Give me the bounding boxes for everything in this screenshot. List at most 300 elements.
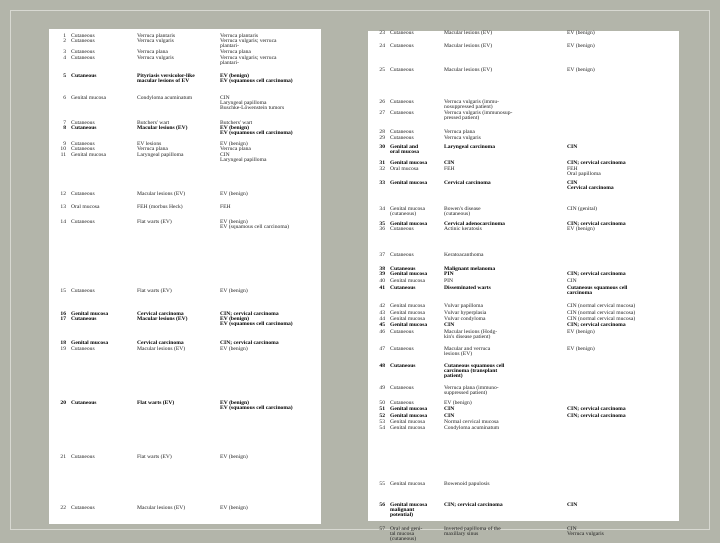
hpv-type-number bbox=[368, 272, 385, 277]
hpv-type-number-line: 2 bbox=[63, 38, 66, 44]
associated-lesion-cell-line: Butchers' wart bbox=[220, 120, 253, 126]
site-cell-line: oral mucosa bbox=[390, 149, 420, 156]
lesion-cell-line: Inverted papilloma of the bbox=[444, 526, 501, 532]
lesion-cell bbox=[444, 407, 454, 412]
site-cell bbox=[390, 279, 425, 284]
hpv-type-number-line: 3 bbox=[63, 49, 66, 55]
lesion-cell bbox=[444, 136, 481, 141]
lesion-cell bbox=[137, 74, 195, 84]
hpv-type-number bbox=[368, 364, 385, 369]
hpv-type-number-line: 38 bbox=[379, 266, 385, 272]
hpv-type-number bbox=[49, 96, 66, 101]
hpv-type-number bbox=[368, 167, 385, 172]
site-cell bbox=[71, 74, 97, 79]
lesion-cell bbox=[137, 401, 174, 406]
site-cell-line: Cutaneous bbox=[71, 316, 97, 322]
lesion-cell bbox=[444, 44, 492, 49]
lesion-cell-line: Macular lesions (EV) bbox=[137, 316, 188, 322]
site-cell bbox=[71, 506, 95, 511]
lesion-cell-line: Verruca vulgaris bbox=[444, 135, 481, 141]
site-cell-line: Cutaneous bbox=[390, 266, 416, 272]
lesion-cell bbox=[444, 323, 454, 328]
site-cell-line: Cutaneous bbox=[390, 363, 416, 369]
lesion-cell-line: CIN; cervical carcinoma bbox=[444, 502, 503, 508]
hpv-type-number bbox=[49, 401, 66, 406]
lesion-cell-line: Verruca vulgaris bbox=[137, 55, 174, 61]
site-cell bbox=[71, 317, 97, 322]
lesion-cell-line: maxillary sinus bbox=[444, 531, 479, 538]
lesion-cell bbox=[137, 455, 172, 460]
hpv-type-number-line: 30 bbox=[379, 144, 385, 150]
site-cell-line: Cutaneous bbox=[71, 400, 97, 406]
lesion-cell-line: nosuppressed patient) bbox=[444, 104, 493, 111]
associated-lesion-cell-line: EV (benign) bbox=[220, 73, 249, 79]
associated-lesion-cell bbox=[220, 401, 293, 411]
associated-lesion-cell-line: EV (benign) bbox=[220, 191, 248, 197]
hpv-type-number bbox=[368, 111, 385, 116]
lesion-cell bbox=[444, 31, 492, 36]
associated-lesion-cell-line: CIN bbox=[220, 95, 230, 101]
associated-lesion-cell-line: CIN (normal cervical mucosa) bbox=[567, 303, 636, 309]
lesion-cell bbox=[444, 304, 483, 309]
lesion-cell-line: Condyloma acuminatum bbox=[137, 95, 193, 101]
site-cell bbox=[390, 100, 414, 105]
hpv-type-number bbox=[368, 181, 385, 186]
hpv-type-number-line: 43 bbox=[379, 310, 385, 316]
associated-lesion-cell-line: CIN; cervical carcinoma bbox=[567, 160, 626, 166]
site-cell bbox=[71, 56, 95, 61]
lesion-cell bbox=[137, 39, 174, 44]
associated-lesion-cell bbox=[567, 407, 626, 412]
hpv-type-number bbox=[368, 100, 385, 105]
site-cell-line: Cutaneous bbox=[71, 505, 95, 511]
hpv-type-number-line: 19 bbox=[60, 346, 66, 352]
hpv-type-number-line: 50 bbox=[379, 400, 385, 406]
lesion-cell-line: Bowen's disease bbox=[444, 206, 481, 212]
hpv-type-number-line: 20 bbox=[60, 400, 66, 406]
lesion-cell bbox=[444, 279, 453, 284]
site-cell-line: Oral mucosa bbox=[71, 204, 100, 210]
site-cell bbox=[390, 68, 414, 73]
associated-lesion-cell-line: plantari- bbox=[220, 43, 239, 50]
lesion-cell bbox=[444, 482, 490, 487]
hpv-type-number bbox=[368, 279, 385, 284]
lesion-cell bbox=[137, 317, 188, 322]
associated-lesion-cell bbox=[567, 31, 595, 36]
hpv-type-number-line: 24 bbox=[379, 43, 385, 49]
associated-lesion-cell-line: EV (benign) bbox=[220, 316, 249, 322]
associated-lesion-cell-line: CIN (genital) bbox=[567, 206, 597, 212]
hpv-type-number-line: 29 bbox=[379, 135, 385, 141]
associated-lesion-cell-line: Buschke-Löwenstein tumors bbox=[220, 105, 285, 112]
lesion-cell-line: Keratoacanthoma bbox=[444, 252, 484, 258]
site-cell-line: Cutaneous bbox=[71, 146, 95, 152]
site-cell bbox=[390, 386, 414, 391]
table-page-right bbox=[368, 30, 679, 543]
associated-lesion-cell bbox=[567, 503, 577, 508]
lesion-cell bbox=[444, 253, 483, 258]
hpv-type-number-line: 42 bbox=[379, 303, 385, 309]
associated-lesion-cell-line: Verruca plana bbox=[220, 49, 251, 55]
lesion-cell-line: FEH bbox=[444, 166, 455, 172]
site-cell-line: potential) bbox=[390, 512, 413, 519]
associated-lesion-cell-line: carcinoma bbox=[567, 290, 593, 297]
associated-lesion-cell-line: CIN (normal cervical mucosa) bbox=[567, 310, 636, 316]
hpv-type-number-line: 28 bbox=[379, 129, 385, 135]
site-cell-line: Genital mucosa bbox=[390, 303, 425, 309]
lesion-cell-line: Cervical carcinoma bbox=[444, 180, 491, 186]
hpv-type-number bbox=[368, 253, 385, 258]
site-cell bbox=[71, 220, 95, 225]
hpv-type-number bbox=[368, 386, 385, 391]
site-cell-line: Cutaneous bbox=[71, 191, 95, 197]
lesion-cell-line: Actinic keratosis bbox=[444, 226, 482, 232]
site-cell bbox=[71, 153, 106, 158]
associated-lesion-cell-line: Laryngeal papilloma bbox=[220, 100, 267, 107]
hpv-type-number-line: 21 bbox=[60, 454, 66, 460]
lesion-cell bbox=[444, 503, 503, 508]
lesion-cell-line: Verruca vulgaris (immu- bbox=[444, 99, 499, 105]
site-cell-line: Genital mucosa bbox=[71, 95, 106, 101]
hpv-type-number bbox=[49, 455, 66, 460]
lesion-cell-line: suppressed patient) bbox=[444, 390, 488, 397]
associated-lesion-cell-line: EV (benign) bbox=[567, 226, 595, 232]
hpv-type-number-line: 27 bbox=[379, 110, 385, 116]
hpv-type-number bbox=[49, 347, 66, 352]
lesion-cell-line: Bowenoid papulosis bbox=[444, 481, 490, 487]
site-cell-line: Cutaneous bbox=[71, 219, 95, 225]
lesion-cell bbox=[444, 272, 454, 277]
lesion-cell-line: Cutaneous squamous cell bbox=[444, 363, 505, 369]
hpv-type-number-line: 57 bbox=[379, 526, 385, 532]
lesion-cell-line: EV (benign) bbox=[444, 400, 472, 406]
hpv-type-number-line: 22 bbox=[60, 505, 66, 511]
site-cell-line: Cutaneous bbox=[390, 99, 414, 105]
associated-lesion-cell-line: EV (squamous cell carcinoma) bbox=[220, 130, 293, 137]
lesion-cell bbox=[444, 347, 490, 357]
hpv-type-number-line: 11 bbox=[60, 152, 66, 158]
associated-lesion-cell bbox=[567, 330, 595, 335]
associated-lesion-cell-line: CIN; cervical carcinoma bbox=[567, 322, 626, 328]
lesion-cell bbox=[444, 111, 512, 121]
hpv-type-number bbox=[368, 136, 385, 141]
lesion-cell-line: Normal cervical mucosa bbox=[444, 419, 499, 425]
hpv-type-number bbox=[368, 426, 385, 431]
site-cell bbox=[390, 207, 425, 217]
site-cell bbox=[71, 289, 95, 294]
hpv-type-number bbox=[368, 407, 385, 412]
site-cell-line: Genital mucosa bbox=[390, 271, 428, 277]
site-cell-line: malignant bbox=[390, 507, 415, 514]
associated-lesion-cell bbox=[567, 181, 614, 191]
associated-lesion-cell-line: CIN bbox=[567, 180, 578, 186]
associated-lesion-cell-line: CIN; cervical carcinoma bbox=[567, 271, 626, 277]
site-cell-line: Cutaneous bbox=[71, 49, 95, 55]
lesion-cell-line: macular lesions of EV bbox=[137, 78, 190, 85]
lesion-cell-line: Vulvar papilloma bbox=[444, 303, 483, 309]
associated-lesion-cell-line: FEH bbox=[220, 204, 231, 210]
lesion-cell bbox=[444, 207, 481, 217]
lesion-cell-line: Macular lesions (EV) bbox=[137, 505, 186, 511]
site-cell-line: Cutaneous bbox=[71, 346, 95, 352]
hpv-type-number-line: 39 bbox=[379, 271, 385, 277]
hpv-type-number-line: 10 bbox=[60, 146, 66, 152]
site-cell-line: Cutaneous bbox=[71, 454, 95, 460]
lesion-cell-line: Cervical adenocarcinoma bbox=[444, 221, 505, 227]
site-cell bbox=[390, 330, 414, 335]
site-cell-line: Genital mucosa bbox=[390, 419, 425, 425]
site-cell bbox=[390, 167, 418, 172]
lesion-cell-line: Verruca plana (immuno- bbox=[444, 385, 499, 391]
associated-lesion-cell-line: EV (benign) bbox=[220, 346, 248, 352]
hpv-type-number bbox=[368, 44, 385, 49]
lesion-cell bbox=[137, 126, 188, 131]
lesion-cell bbox=[137, 56, 174, 61]
associated-lesion-cell-line: EV (benign) bbox=[567, 346, 595, 352]
hpv-type-number bbox=[368, 330, 385, 335]
associated-lesion-cell bbox=[220, 205, 231, 210]
associated-lesion-cell-line: EV (squamous cell carcinoma) bbox=[220, 224, 290, 231]
site-cell-line: Cutaneous bbox=[390, 329, 414, 335]
lesion-cell bbox=[137, 220, 172, 225]
site-cell bbox=[390, 181, 427, 186]
hpv-type-number bbox=[49, 220, 66, 225]
lesion-cell bbox=[444, 426, 499, 431]
associated-lesion-cell-line: CIN; cervical carcinoma bbox=[567, 413, 626, 419]
hpv-type-number-line: 18 bbox=[60, 340, 66, 346]
hpv-type-number bbox=[368, 323, 385, 328]
lesion-cell-line: EV lesions bbox=[137, 141, 162, 147]
site-cell-line: Genital mucosa bbox=[390, 278, 425, 284]
lesion-cell-line: Macular lesions (EV) bbox=[444, 43, 493, 49]
associated-lesion-cell-line: EV (benign) bbox=[220, 400, 249, 406]
hpv-type-number-line: 45 bbox=[379, 322, 385, 328]
site-cell-line: Cutaneous bbox=[390, 135, 414, 141]
hpv-type-number-line: 46 bbox=[379, 329, 385, 335]
lesion-cell-line: Macular lesions (EV) bbox=[137, 125, 188, 131]
associated-lesion-cell-line: plantari- bbox=[220, 60, 239, 67]
associated-lesion-cell bbox=[220, 153, 266, 163]
associated-lesion-cell-line: Verruca vulgaris; verruca bbox=[220, 55, 277, 61]
hpv-type-number-line: 26 bbox=[379, 99, 385, 105]
lesion-cell-line: (cutaneous) bbox=[444, 211, 471, 218]
site-cell-line: Cutaneous bbox=[71, 55, 95, 61]
lesion-cell bbox=[137, 192, 185, 197]
hpv-type-number-line: 35 bbox=[379, 221, 385, 227]
hpv-type-number-line: 49 bbox=[379, 385, 385, 391]
site-cell-line: Cutaneous bbox=[390, 346, 414, 352]
associated-lesion-cell-line: CIN bbox=[567, 526, 577, 532]
lesion-cell-line: Butchers' wart bbox=[137, 120, 170, 126]
associated-lesion-cell bbox=[220, 506, 248, 511]
associated-lesion-cell-line: Laryngeal papilloma bbox=[220, 157, 267, 164]
hpv-type-number bbox=[368, 31, 385, 36]
associated-lesion-cell-line: CIN bbox=[220, 152, 230, 158]
associated-lesion-cell bbox=[220, 39, 277, 49]
lesion-cell-line: Flat warts (EV) bbox=[137, 219, 172, 225]
lesion-cell-line: FEH (morbus Heck) bbox=[137, 204, 183, 210]
associated-lesion-cell bbox=[567, 207, 597, 212]
lesion-cell-line: Flat warts (EV) bbox=[137, 400, 175, 406]
site-cell bbox=[71, 455, 95, 460]
site-cell-line: (cutaneous) bbox=[390, 211, 417, 218]
lesion-cell-line: Macular and verruca bbox=[444, 346, 491, 352]
associated-lesion-cell-line: CIN; cervical carcinoma bbox=[567, 406, 626, 412]
associated-lesion-cell-line: CIN; cervical carcinoma bbox=[220, 340, 279, 346]
hpv-type-number-line: 44 bbox=[379, 316, 385, 322]
hpv-type-number bbox=[368, 527, 385, 532]
associated-lesion-cell bbox=[220, 220, 289, 230]
lesion-cell bbox=[137, 347, 185, 352]
hpv-type-number-line: 23 bbox=[379, 30, 385, 36]
lesion-cell-line: patient) bbox=[444, 373, 463, 380]
lesion-cell bbox=[444, 527, 501, 537]
hpv-type-number-line: 37 bbox=[379, 252, 385, 258]
site-cell-line: Cutaneous bbox=[71, 38, 95, 44]
lesion-cell-line: Macular lesions (Hodg- bbox=[444, 329, 498, 335]
hpv-type-number-line: 34 bbox=[379, 206, 385, 212]
lesion-cell bbox=[444, 181, 491, 186]
lesion-cell-line: Malignant melanoma bbox=[444, 266, 496, 272]
hpv-type-number bbox=[49, 39, 66, 44]
site-cell bbox=[390, 407, 427, 412]
associated-lesion-cell bbox=[567, 347, 595, 352]
hpv-type-number bbox=[49, 506, 66, 511]
hpv-type-number bbox=[49, 289, 66, 294]
associated-lesion-cell-line: EV (benign) bbox=[220, 288, 248, 294]
associated-lesion-cell bbox=[567, 167, 601, 177]
site-cell-line: Cutaneous bbox=[390, 252, 414, 258]
site-cell bbox=[390, 286, 416, 291]
hpv-type-number-line: 53 bbox=[379, 419, 385, 425]
associated-lesion-cell bbox=[220, 347, 248, 352]
lesion-cell-line: Flat warts (EV) bbox=[137, 454, 172, 460]
lesion-cell bbox=[444, 364, 504, 380]
hpv-type-number-line: 48 bbox=[379, 363, 385, 369]
associated-lesion-cell bbox=[220, 317, 293, 327]
associated-lesion-cell-line: CIN bbox=[567, 144, 578, 150]
site-cell-line: Genital mucosa bbox=[390, 180, 428, 186]
hpv-type-number-line: 54 bbox=[379, 425, 385, 431]
hpv-type-number bbox=[368, 304, 385, 309]
site-cell bbox=[71, 205, 99, 210]
lesion-cell bbox=[137, 506, 185, 511]
hpv-type-number-line: 6 bbox=[63, 95, 66, 101]
associated-lesion-cell bbox=[567, 227, 595, 232]
site-cell bbox=[390, 364, 416, 369]
associated-lesion-cell-line: Verruca plana bbox=[220, 146, 251, 152]
lesion-cell-line: carcinoma (transplant bbox=[444, 368, 498, 375]
associated-lesion-cell bbox=[567, 323, 626, 328]
hpv-type-number bbox=[368, 286, 385, 291]
hpv-type-number bbox=[368, 68, 385, 73]
lesion-cell-line: kin's disease patient) bbox=[444, 334, 491, 341]
hpv-type-number-line: 52 bbox=[379, 413, 385, 419]
lesion-cell bbox=[137, 96, 192, 101]
site-cell-line: (cutaneous) bbox=[390, 536, 417, 543]
hpv-type-number-line: 7 bbox=[63, 120, 66, 126]
associated-lesion-cell bbox=[220, 126, 293, 136]
hpv-type-number-line: 9 bbox=[63, 141, 66, 147]
lesion-cell-line: CIN bbox=[444, 322, 455, 328]
lesion-cell-line: Disseminated warts bbox=[444, 285, 491, 291]
associated-lesion-cell-line: EV (benign) bbox=[220, 125, 249, 131]
lesion-cell-line: Laryngeal carcinoma bbox=[444, 144, 496, 150]
hpv-type-number bbox=[49, 74, 66, 79]
lesion-cell bbox=[444, 227, 482, 232]
associated-lesion-cell-line: CIN; cervical carcinoma bbox=[220, 311, 279, 317]
lesion-cell-line: Verruca plana bbox=[444, 129, 475, 135]
lesion-cell-line: Cervical carcinoma bbox=[137, 340, 184, 346]
associated-lesion-cell-line: EV (benign) bbox=[220, 141, 248, 147]
lesion-cell bbox=[137, 289, 172, 294]
associated-lesion-cell bbox=[567, 68, 595, 73]
site-cell-line: Oral mucosa bbox=[390, 166, 419, 172]
hpv-type-number-line: 8 bbox=[63, 125, 66, 131]
hpv-type-number-line: 31 bbox=[379, 160, 385, 166]
lesion-cell bbox=[444, 68, 492, 73]
associated-lesion-cell-line: FEH bbox=[567, 166, 578, 172]
site-cell bbox=[390, 347, 414, 352]
site-cell-line: Cutaneous bbox=[71, 141, 95, 147]
hpv-type-number-line: 13 bbox=[60, 204, 66, 210]
hpv-type-number bbox=[368, 227, 385, 232]
hpv-type-number-line: 4 bbox=[63, 55, 66, 61]
site-cell bbox=[390, 323, 427, 328]
associated-lesion-cell-line: Cutaneous squamous cell bbox=[567, 285, 628, 291]
associated-lesion-cell-line: Cervical carcinoma bbox=[567, 185, 614, 192]
lesion-cell bbox=[444, 286, 491, 291]
hpv-type-number-line: 17 bbox=[60, 316, 66, 322]
site-cell-line: Genital mucosa bbox=[390, 425, 425, 431]
hpv-type-number-line: 47 bbox=[379, 346, 385, 352]
lesion-cell-line: Verruca plantaris bbox=[137, 33, 176, 39]
associated-lesion-cell-line: CIN (normal cervical mucosa) bbox=[567, 316, 636, 322]
lesion-cell-line: Macular lesions (EV) bbox=[444, 67, 493, 73]
hpv-type-number bbox=[368, 207, 385, 212]
associated-lesion-cell-line: Verruca vulgaris; verruca bbox=[220, 38, 277, 44]
associated-lesion-cell-line: EV (benign) bbox=[220, 219, 248, 225]
site-cell-line: Genital mucosa bbox=[390, 502, 428, 508]
site-cell bbox=[390, 44, 414, 49]
hpv-type-number bbox=[368, 503, 385, 508]
hpv-type-number bbox=[49, 126, 66, 131]
site-cell-line: Genital mucosa bbox=[71, 311, 109, 317]
hpv-type-number bbox=[49, 192, 66, 197]
lesion-cell-line: Macular lesions (EV) bbox=[137, 191, 186, 197]
associated-lesion-cell-line: CIN; cervical carcinoma bbox=[567, 221, 626, 227]
hpv-type-number-line: 14 bbox=[60, 219, 66, 225]
site-cell bbox=[390, 503, 427, 519]
associated-lesion-cell-line: EV (benign) bbox=[220, 454, 248, 460]
hpv-type-number-line: 32 bbox=[379, 166, 385, 172]
associated-lesion-cell-line: CIN bbox=[567, 278, 577, 284]
associated-lesion-cell bbox=[220, 96, 284, 112]
site-cell-line: Cutaneous bbox=[71, 120, 95, 126]
lesion-cell-line: Vulvar condyloma bbox=[444, 316, 486, 322]
lesion-cell-line: Vulvar hyperplasia bbox=[444, 310, 487, 316]
lesion-cell-line: Macular lesions (EV) bbox=[444, 30, 493, 36]
associated-lesion-cell-line: Verruca vulgaris bbox=[567, 531, 604, 538]
site-cell bbox=[71, 401, 97, 406]
lesion-cell-line: Pityriasis versicolor-like bbox=[137, 73, 195, 79]
hpv-type-number-line: 40 bbox=[379, 278, 385, 284]
associated-lesion-cell bbox=[220, 455, 248, 460]
site-cell bbox=[390, 111, 414, 116]
hpv-type-number bbox=[49, 56, 66, 61]
site-cell-line: Cutaneous bbox=[390, 43, 414, 49]
lesion-cell-line: CIN bbox=[444, 160, 455, 166]
